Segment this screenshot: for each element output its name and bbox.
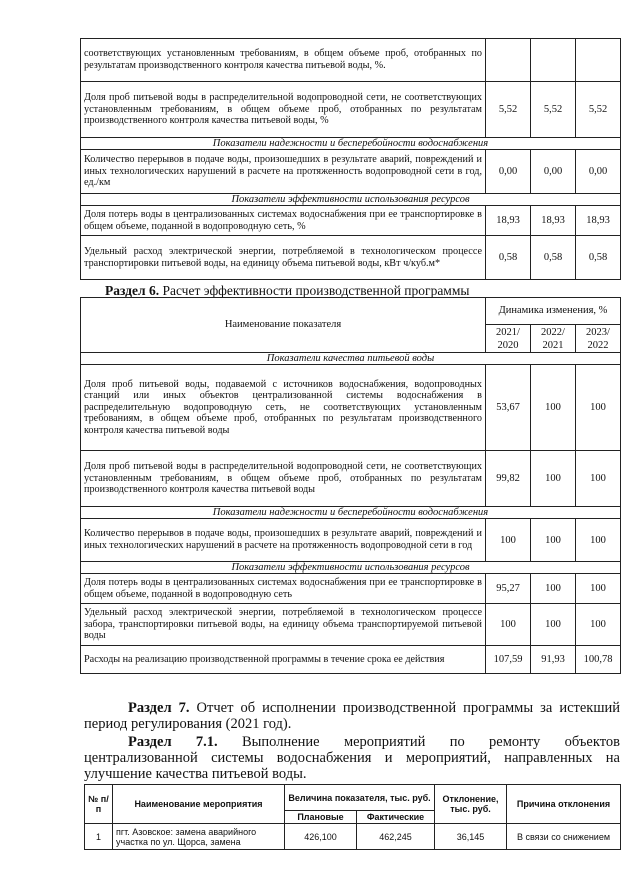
section-label: Показатели надежности и бесперебойности водоснабжения [81, 138, 621, 150]
indicator-name: Удельный расход электрической энергии, потребляемой в технологическом процессе транспортировки питьевой воды, на единицу объема питьевой воды, кВт ч/куб.м* [81, 236, 486, 280]
dyn-2021: 95,27 [486, 574, 531, 604]
dyn-2022: 100 [531, 365, 576, 451]
value-2021: 0,00 [486, 150, 531, 194]
value-2023: 18,93 [576, 206, 621, 236]
section-7-text: Отчет об исполнении производственной программы за истекший период регулирования (2021 год). [84, 700, 621, 732]
dyn-2023: 100,78 [576, 646, 621, 674]
table-row [81, 646, 621, 674]
indicator-name: Доля проб питьевой воды в распределительной водопроводной сети, не соответствующих установленным требованиям, в общем объеме проб, отобранных по результатам производственного контроля качества питьевой воды [81, 451, 486, 507]
deviation-value: 36,145 [435, 824, 507, 850]
indicator-name: Расходы на реализацию производственной программы в течение срока ее действия [81, 646, 486, 674]
header-indicator-name: Наименование показателя [81, 298, 486, 353]
value-2023: 0,00 [576, 150, 621, 194]
section-row [81, 353, 621, 365]
table-row [81, 604, 621, 646]
table-row [81, 206, 621, 236]
dyn-2022: 100 [531, 519, 576, 562]
header-year: 2023/ 2022 [576, 325, 621, 353]
table-row [81, 574, 621, 604]
table-row [81, 39, 621, 82]
header-dynamics: Динамика изменения, % [486, 298, 621, 325]
dyn-2023: 100 [576, 365, 621, 451]
header-actual: Фактические [357, 811, 435, 824]
value-2022: 18,93 [531, 206, 576, 236]
header-number: № п/п [85, 785, 113, 824]
dyn-2022: 91,93 [531, 646, 576, 674]
section-7-1-first-line [84, 734, 620, 750]
value-2022: 5,52 [531, 82, 576, 138]
word: объектов [564, 734, 620, 750]
indicator-name: Доля потерь воды в централизованных системах водоснабжения при ее транспортировке в общем объеме, поданной в водопроводную сеть [81, 574, 486, 604]
header-planned: Плановые [285, 811, 357, 824]
section-7-1-number: 7.1. [195, 734, 218, 750]
dyn-2022: 100 [531, 574, 576, 604]
dyn-2021: 99,82 [486, 451, 531, 507]
section-label: Показатели эффективности использования ресурсов [81, 194, 621, 206]
word: Выполнение [241, 734, 320, 750]
deviation-reason: В связи со снижением [507, 824, 621, 850]
value-2023: 0,58 [576, 236, 621, 280]
section-7-1-text: централизованной системы водоснабжения и мероприятий, направленных на улучшение качества питьевой воды. [84, 750, 620, 782]
dyn-2021: 53,67 [486, 365, 531, 451]
measures-table [84, 784, 621, 850]
header-year: 2021/ 2020 [486, 325, 531, 353]
value-2022: 0,00 [531, 150, 576, 194]
section-label: Показатели эффективности использования ресурсов [81, 562, 621, 574]
word: ремонту [489, 734, 541, 750]
dyn-2023: 100 [576, 519, 621, 562]
dyn-2023: 100 [576, 604, 621, 646]
table-row [81, 236, 621, 280]
planned-value: 426,100 [285, 824, 357, 850]
section-label: Показатели надежности и бесперебойности водоснабжения [81, 507, 621, 519]
table-row [81, 519, 621, 562]
table-row [85, 824, 621, 850]
row-number: 1 [85, 824, 113, 850]
dyn-2021: 107,59 [486, 646, 531, 674]
value-2023 [576, 39, 621, 82]
value-2021: 18,93 [486, 206, 531, 236]
section-label: Показатели качества питьевой воды [81, 353, 621, 365]
section-7-number: Раздел 7. [128, 700, 190, 716]
section-row [81, 138, 621, 150]
efficiency-table [80, 297, 621, 674]
word: по [449, 734, 465, 750]
header-row [85, 785, 621, 811]
section-7-1-label: Раздел [128, 734, 172, 750]
dyn-2023: 100 [576, 574, 621, 604]
actual-value: 462,245 [357, 824, 435, 850]
header-measure-name: Наименование мероприятия [113, 785, 285, 824]
value-2021 [486, 39, 531, 82]
section-row [81, 194, 621, 206]
table-row [81, 82, 621, 138]
header-value: Величина показателя, тыс. руб. [285, 785, 435, 811]
header-year: 2022/ 2021 [531, 325, 576, 353]
dyn-2021: 100 [486, 519, 531, 562]
indicators-table-continued [80, 38, 621, 280]
section-row [81, 562, 621, 574]
value-2023: 5,52 [576, 82, 621, 138]
indicator-name: Количество перерывов в подаче воды, произошедших в результате аварий, повреждений и иных технологических нарушений в расчете на протяженность водопроводной сети в год [81, 519, 486, 562]
section-7-paragraph [84, 700, 620, 732]
header-row [81, 298, 621, 325]
header-deviation: Отклонение, тыс. руб. [435, 785, 507, 824]
indicator-name: соответствующих установленным требованиям, в общем объеме проб, отобранных по результатам производственного контроля качества питьевой воды, %. [81, 39, 486, 82]
measure-name: пгт. Азовское: замена аварийного участка по ул. Щорса, замена [113, 824, 285, 850]
table-row [81, 451, 621, 507]
value-2021: 5,52 [486, 82, 531, 138]
indicator-name: Удельный расход электрической энергии, потребляемой в технологическом процессе забора, транспортировки питьевой воды, на единицу объема транспортируемой питьевой воды [81, 604, 486, 646]
dyn-2022: 100 [531, 604, 576, 646]
table-row [81, 365, 621, 451]
dyn-2022: 100 [531, 451, 576, 507]
value-2022: 0,58 [531, 236, 576, 280]
word: мероприятий [343, 734, 426, 750]
indicator-name: Доля проб питьевой воды в распределительной водопроводной сети, не соответствующих установленным требованиям, в общем объеме проб, отобранных по результатам производственного контроля качества питьевой воды, % [81, 82, 486, 138]
value-2022 [531, 39, 576, 82]
section-6-number: Раздел 6. [105, 283, 160, 298]
indicator-name: Доля потерь воды в централизованных системах водоснабжения при ее транспортировке в общем объеме, поданной в водопроводную сеть, % [81, 206, 486, 236]
dyn-2021: 100 [486, 604, 531, 646]
value-2021: 0,58 [486, 236, 531, 280]
section-6-title: Расчет эффективности производственной программы [162, 283, 470, 298]
section-7-1-paragraph [84, 734, 620, 782]
indicator-name: Доля проб питьевой воды, подаваемой с источников водоснабжения, водопроводных станций или иных объектов централизованной системы водоснабжения в распределительную водопроводную сеть, не соответствующих установленным требованиям, в общем объеме проб, отобранных по результатам производственного контроля качества питьевой воды [81, 365, 486, 451]
dyn-2023: 100 [576, 451, 621, 507]
indicator-name: Количество перерывов в подаче воды, произошедших в результате аварий, повреждений и иных технологических нарушений в расчете на протяженность водопроводной сети в год, ед./км [81, 150, 486, 194]
section-row [81, 507, 621, 519]
table-row [81, 150, 621, 194]
header-reason: Причина отклонения [507, 785, 621, 824]
